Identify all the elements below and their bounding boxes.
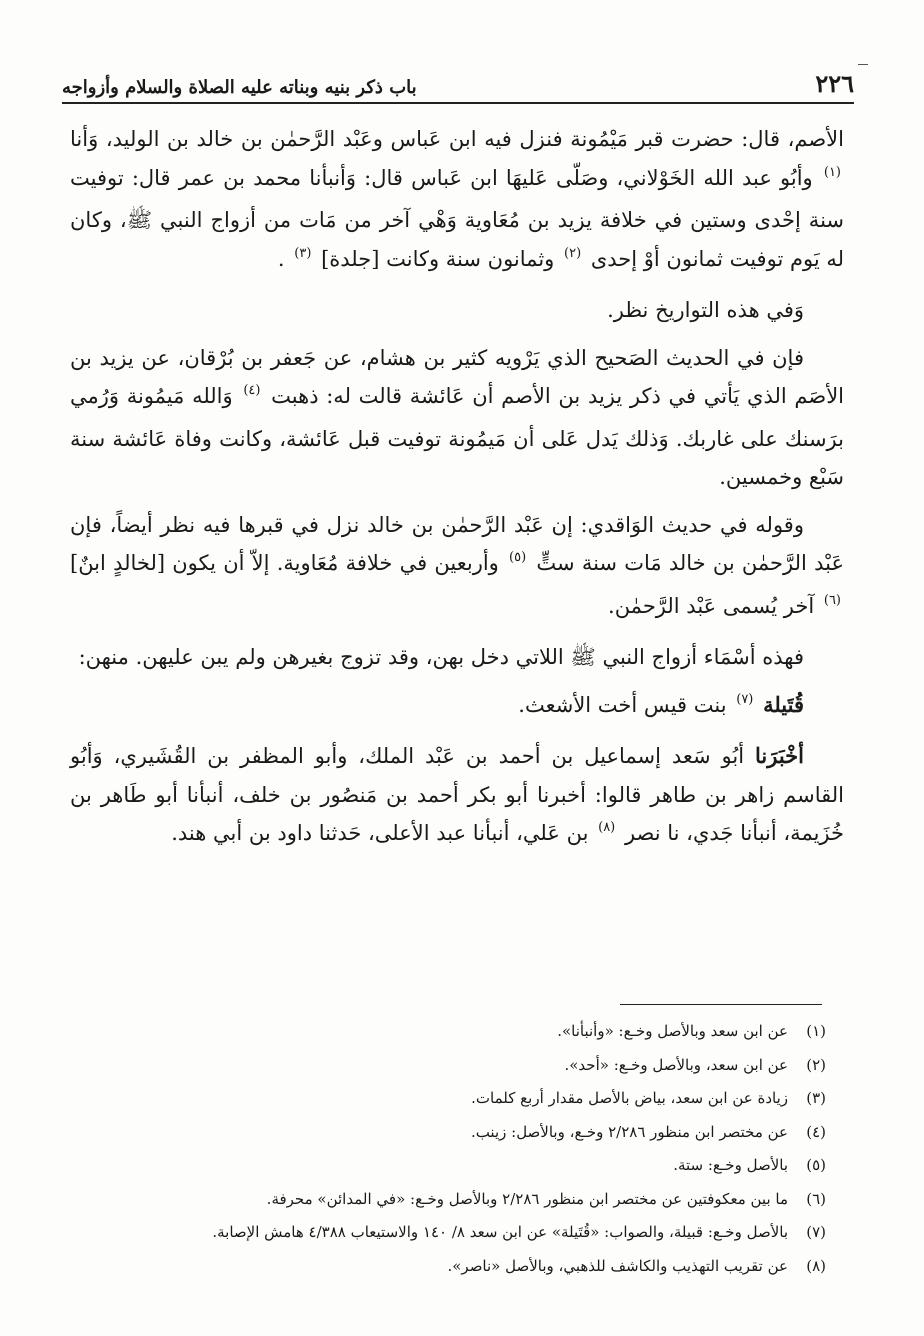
paragraph-6 (70, 686, 844, 729)
footnote-5 (70, 1149, 826, 1183)
footnote-ref-7[interactable]: (٧) (736, 691, 754, 707)
footnote-text: بالأصل وخـع: ستة. (673, 1156, 788, 1174)
paragraph-5: فهذه أسْمَاء أزواج النبي ﷺ اللاتي دخل بهن، وقد تزوج بغيرهن ولم يبن عليهن. منهن: (78, 645, 804, 669)
text-segment: آخر يُسمى عَبْد الرَّحمٰن. (608, 593, 815, 618)
footnote-number: (٧) (806, 1223, 826, 1241)
running-header (62, 58, 854, 98)
footnote-rule (620, 1004, 822, 1005)
paragraph-7 (70, 737, 844, 857)
footnote-2 (70, 1049, 826, 1083)
main-text (70, 120, 844, 866)
text-segment: وأربعين في خلافة مُعَاوية. إلاّ أن يكون [لخالدٍ ابنٌ] (70, 551, 499, 575)
text-segment: أبُو سَعد إسماعيل بن أحمد بن عَبْد الملك، وأبو المظفر بن القُشَيري، وَأبُو القاسم زاهر بن طاهر قالوا: أخبرنا أبو بكر أحمد بن مَنصُور بن خلف، أنبأنا أبو طَاهر بن خُزَيمة، أنبأنا جَدي، نا نصر (70, 744, 844, 845)
footnote-ref-5[interactable]: (٥) (509, 550, 527, 565)
paragraph-2: وَفي هذه التواريخ نظر. (607, 298, 804, 322)
footnote-1 (70, 1015, 826, 1049)
footnote-ref-4[interactable]: (٤) (243, 383, 261, 398)
footnote-text: ما بين معكوفتين عن مختصر ابن منظور ٢/٢٨٦ وبالأصل وخـع: «في المدائن» محرفة. (266, 1189, 788, 1208)
footnote-4 (70, 1116, 826, 1150)
running-title: باب ذكر بنيه وبناته عليه الصلاة والسلام وأزواجه (62, 77, 417, 98)
footnote-number: (٣) (806, 1089, 826, 1107)
text-segment: وقوله في حديث الوَاقدي: إن عَبْد الرَّحمٰن بن خالد نزل في قبرها فيه نظر أيضاً، فإن عَبْد الرَّحمٰن بن خالد مَات سنة ستٍّ (70, 512, 844, 575)
header-rule (62, 102, 854, 104)
footnotes-list (70, 1015, 826, 1283)
footnote-text: بالأصل وخـع: قبيلة، والصواب: «قُتَيلة» عن ابن سعد ٨/ ١٤٠ والاستيعاب ٤/٣٨٨ هامش الإصابة. (212, 1223, 788, 1241)
text-segment: الأصم، قال: حضرت قبر مَيْمُونة فنزل فيه ابن عَباس وعَبْد الرَّحمٰن بن خالد بن الوليد، وَأنا (70, 127, 844, 151)
footnote-7 (70, 1216, 826, 1250)
isnad-lead-word: أخْبَرَنا (755, 743, 804, 768)
footnote-text: زيادة عن ابن سعد، بياض بالأصل مقدار أربع كلمات. (471, 1089, 788, 1107)
footnote-ref-1[interactable]: (١) (823, 164, 841, 180)
footnote-number: (٥) (806, 1156, 826, 1174)
footnote-ref-8[interactable]: (٨) (598, 820, 616, 835)
footnote-number: (٦) (806, 1189, 826, 1208)
text-segment: . (277, 246, 285, 271)
paragraph-4 (70, 506, 844, 630)
footnote-text: عن ابن سعد، وبالأصل وخـع: «أحد». (564, 1055, 788, 1074)
footnote-ref-2[interactable]: (٢) (564, 245, 582, 261)
footnote-text: عن ابن سعد وبالأصل وخـع: «وأنبأنا». (557, 1022, 788, 1040)
footnote-ref-3[interactable]: (٣) (294, 245, 312, 261)
page-number: ٢٢٦ (815, 69, 854, 98)
footnote-3 (70, 1082, 826, 1116)
footnote-number: (٨) (806, 1256, 826, 1275)
paragraph-1 (70, 120, 844, 282)
footnote-6 (70, 1183, 826, 1217)
footnote-text: عن مختصر ابن منظور ٢/٢٨٦ وخـع، وبالأصل: زينب. (470, 1122, 788, 1141)
paragraph-3 (70, 339, 844, 497)
text-segment: وثمانون سنة وكانت [جلدة] (321, 246, 555, 271)
corner-mark (858, 64, 868, 65)
text-segment: وَالله مَيمُونة وَرُمي برَسنك على غاربك. وَذلك يَدل عَلى أن مَيمُونة توفيت قبل عَائشة، وكانت وفاة عَائشة سنة سَبْع وخمسين. (70, 384, 844, 489)
footnote-number: (٤) (806, 1122, 826, 1141)
text-segment: وأبُو عبد الله الخَوْلاني، وصَلّى عَليهَا ابن عَباس قال: وَأنبأنا محمد بن عمر قال: توفيت سنة إحْدى وستين في خلافة يزيد بن مُعَاوية وَهْي آخر من مَات من أزواج النبي ﷺ، وكان له يَوم توفيت ثمانون أوْ إحدى (70, 165, 844, 271)
footnote-number: (١) (806, 1022, 826, 1040)
footnote-8 (70, 1250, 826, 1284)
footnote-number: (٢) (806, 1055, 826, 1074)
entry-name: قُتَيلة (763, 691, 804, 717)
footnote-ref-6[interactable]: (٦) (823, 592, 841, 608)
footnote-text: عن تقريب التهذيب والكاشف للذهبي، وبالأصل «ناصر». (447, 1256, 788, 1275)
text-segment: بنت قيس أخت الأشعث. (518, 692, 727, 717)
text-segment: بن عَلي، أنبأنا عبد الأعلى، حَدثنا داود بن أبي هند. (171, 821, 589, 845)
text-segment: فإن في الحديث الصَحيح الذي يَرْويه كثير بن هشام، عن جَعفر بن بُرْقان، عن يزيد بن الأصَم الذي يَأتي في ذكر يزيد بن الأصم أن عَائشة قالت له: ذهبت (70, 345, 844, 408)
